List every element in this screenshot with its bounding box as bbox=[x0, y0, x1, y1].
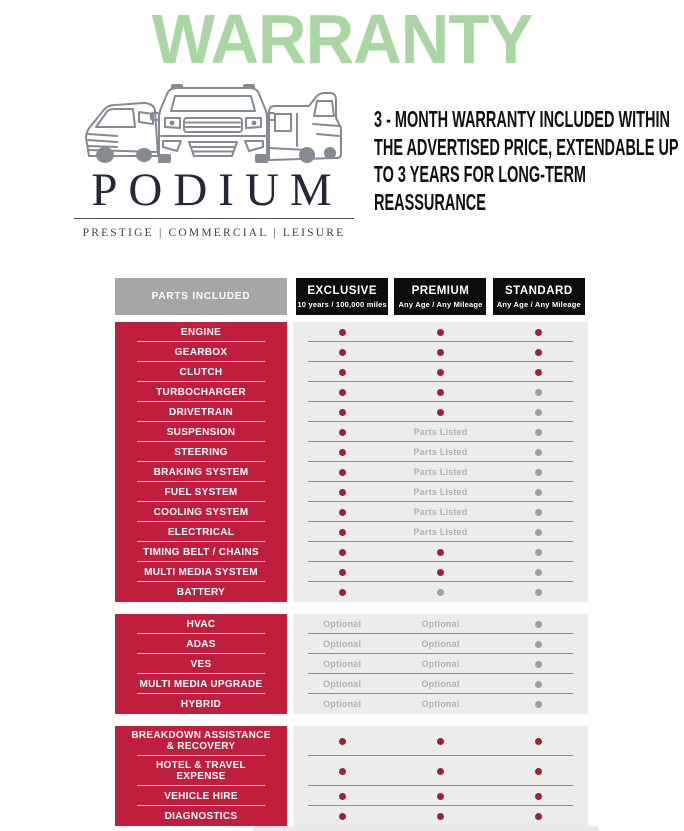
row-cells bbox=[293, 582, 588, 602]
part-label: GEARBOX bbox=[115, 342, 287, 362]
cell-text: Parts Listed bbox=[413, 507, 468, 517]
table-row bbox=[115, 756, 588, 786]
cell-text: Parts Listed bbox=[413, 447, 468, 457]
red-dot-icon bbox=[339, 349, 346, 356]
cell-text: Parts Listed bbox=[413, 467, 468, 477]
row-cells bbox=[293, 322, 588, 342]
table-row bbox=[115, 322, 588, 342]
part-label: VEHICLE HIRE bbox=[115, 786, 287, 806]
plan-cell bbox=[293, 806, 391, 826]
gray-dot-icon bbox=[535, 529, 542, 536]
row-cells bbox=[293, 726, 588, 756]
table-row bbox=[115, 462, 588, 482]
part-label: SUSPENSION bbox=[115, 422, 287, 442]
cell-text: Optional bbox=[421, 679, 460, 689]
plan-cell bbox=[490, 806, 588, 826]
plan-cell bbox=[490, 542, 588, 562]
plan-name: EXCLUSIVE bbox=[307, 284, 377, 297]
table-row bbox=[115, 614, 588, 634]
plan-cell bbox=[293, 342, 391, 362]
part-label: BREAKDOWN ASSISTANCE & RECOVERY bbox=[115, 726, 287, 756]
red-dot-icon bbox=[339, 738, 346, 745]
part-label: COOLING SYSTEM bbox=[115, 502, 287, 522]
cell-text: Optional bbox=[323, 679, 362, 689]
part-label: ADAS bbox=[115, 634, 287, 654]
part-label: DRIVETRAIN bbox=[115, 402, 287, 422]
plan-cell bbox=[391, 582, 489, 602]
table-row bbox=[115, 422, 588, 442]
plan-cell bbox=[293, 502, 391, 522]
red-dot-icon bbox=[339, 329, 346, 336]
red-dot-icon bbox=[535, 349, 542, 356]
red-dot-icon bbox=[339, 813, 346, 820]
cell-text: Optional bbox=[421, 699, 460, 709]
table-row bbox=[115, 806, 588, 826]
row-cells bbox=[293, 654, 588, 674]
part-label: TURBOCHARGER bbox=[115, 382, 287, 402]
gray-dot-icon bbox=[535, 389, 542, 396]
plan-cell bbox=[391, 422, 489, 442]
cell-text: Optional bbox=[323, 639, 362, 649]
table-row bbox=[115, 342, 588, 362]
red-dot-icon bbox=[535, 768, 542, 775]
red-dot-icon bbox=[339, 489, 346, 496]
part-label: CLUTCH bbox=[115, 362, 287, 382]
plan-cell bbox=[490, 582, 588, 602]
plan-cell bbox=[391, 362, 489, 382]
plan-cell bbox=[490, 654, 588, 674]
next-section-edge bbox=[253, 826, 599, 831]
table-row bbox=[115, 542, 588, 562]
part-label: HVAC bbox=[115, 614, 287, 634]
plan-cell bbox=[293, 362, 391, 382]
plan-cell bbox=[293, 726, 391, 756]
row-cells bbox=[293, 634, 588, 654]
part-label: TIMING BELT / CHAINS bbox=[115, 542, 287, 562]
red-dot-icon bbox=[437, 409, 444, 416]
plan-cell bbox=[391, 322, 489, 342]
plan-cell bbox=[490, 462, 588, 482]
gray-dot-icon bbox=[535, 509, 542, 516]
row-cells bbox=[293, 694, 588, 714]
red-dot-icon bbox=[339, 369, 346, 376]
row-cells bbox=[293, 786, 588, 806]
plan-cell bbox=[490, 382, 588, 402]
red-dot-icon bbox=[535, 738, 542, 745]
row-cells bbox=[293, 502, 588, 522]
part-label: DIAGNOSTICS bbox=[115, 806, 287, 826]
intro-text: 3 - MONTH WARRANTY INCLUDED WITHIN THE ADVERTISED PRICE, EXTENDABLE UP TO 3 YEARS FOR LONG-TERM REASSURANCE bbox=[374, 106, 679, 215]
row-cells bbox=[293, 362, 588, 382]
plan-cell bbox=[490, 422, 588, 442]
part-label: FUEL SYSTEM bbox=[115, 482, 287, 502]
part-label: VES bbox=[115, 654, 287, 674]
plan-cell bbox=[391, 786, 489, 806]
row-cells bbox=[293, 614, 588, 634]
plan-cell bbox=[293, 422, 391, 442]
red-dot-icon bbox=[437, 569, 444, 576]
plan-cell bbox=[490, 614, 588, 634]
plan-cell bbox=[391, 442, 489, 462]
red-dot-icon bbox=[535, 369, 542, 376]
row-cells bbox=[293, 442, 588, 462]
plan-cell bbox=[293, 582, 391, 602]
red-dot-icon bbox=[339, 529, 346, 536]
plan-cell bbox=[490, 482, 588, 502]
table-header-row bbox=[115, 278, 588, 315]
motorhome-icon bbox=[269, 93, 341, 163]
cell-text: Optional bbox=[323, 699, 362, 709]
plan-name: STANDARD bbox=[504, 284, 573, 297]
plan-headers bbox=[293, 278, 588, 315]
part-label: BATTERY bbox=[115, 582, 287, 602]
parts-included-header: PARTS INCLUDED bbox=[115, 278, 287, 315]
table-row bbox=[115, 726, 588, 756]
suv-icon bbox=[151, 84, 275, 163]
red-dot-icon bbox=[339, 569, 346, 576]
plan-cell bbox=[293, 462, 391, 482]
gray-dot-icon bbox=[535, 661, 542, 668]
plan-cell bbox=[490, 674, 588, 694]
cell-text: Optional bbox=[421, 619, 460, 629]
table-row bbox=[115, 382, 588, 402]
red-dot-icon bbox=[437, 768, 444, 775]
part-label: MULTI MEDIA UPGRADE bbox=[115, 674, 287, 694]
plan-header-standard bbox=[493, 278, 585, 315]
table-group bbox=[115, 726, 588, 826]
gray-dot-icon bbox=[535, 489, 542, 496]
plan-cell bbox=[293, 614, 391, 634]
red-dot-icon bbox=[339, 389, 346, 396]
cell-text: Parts Listed bbox=[413, 487, 468, 497]
row-cells bbox=[293, 402, 588, 422]
plan-subtitle: 10 years / 100,000 miles bbox=[297, 299, 387, 309]
plan-cell bbox=[490, 726, 588, 756]
part-label: ENGINE bbox=[115, 322, 287, 342]
row-cells bbox=[293, 542, 588, 562]
table-row bbox=[115, 562, 588, 582]
plan-cell bbox=[391, 562, 489, 582]
gray-dot-icon bbox=[535, 569, 542, 576]
row-cells bbox=[293, 756, 588, 786]
red-dot-icon bbox=[339, 509, 346, 516]
gray-dot-icon bbox=[535, 429, 542, 436]
gray-dot-icon bbox=[535, 549, 542, 556]
red-dot-icon bbox=[339, 589, 346, 596]
plan-header-exclusive bbox=[296, 278, 388, 315]
cell-text: Parts Listed bbox=[413, 527, 468, 537]
table-row bbox=[115, 786, 588, 806]
red-dot-icon bbox=[437, 349, 444, 356]
plan-cell bbox=[490, 442, 588, 462]
plan-cell bbox=[490, 342, 588, 362]
plan-cell bbox=[293, 786, 391, 806]
gray-dot-icon bbox=[535, 701, 542, 708]
gray-dot-icon bbox=[535, 681, 542, 688]
plan-cell bbox=[293, 674, 391, 694]
red-dot-icon bbox=[339, 549, 346, 556]
plan-cell bbox=[391, 654, 489, 674]
plan-cell bbox=[391, 726, 489, 756]
plan-cell bbox=[391, 634, 489, 654]
red-dot-icon bbox=[339, 409, 346, 416]
row-cells bbox=[293, 462, 588, 482]
intro-block bbox=[374, 106, 684, 226]
plan-cell bbox=[490, 634, 588, 654]
plan-cell bbox=[293, 756, 391, 786]
table-row bbox=[115, 522, 588, 542]
plan-cell bbox=[490, 694, 588, 714]
red-dot-icon bbox=[437, 793, 444, 800]
brand-divider bbox=[74, 218, 354, 219]
plan-cell bbox=[391, 502, 489, 522]
plan-cell bbox=[391, 522, 489, 542]
row-cells bbox=[293, 482, 588, 502]
cell-text: Optional bbox=[421, 659, 460, 669]
red-dot-icon bbox=[535, 813, 542, 820]
gray-dot-icon bbox=[535, 469, 542, 476]
plan-cell bbox=[490, 522, 588, 542]
brand-name: PODIUM bbox=[91, 164, 343, 216]
red-dot-icon bbox=[339, 768, 346, 775]
table-row bbox=[115, 674, 588, 694]
plan-cell bbox=[293, 694, 391, 714]
row-cells bbox=[293, 422, 588, 442]
gray-dot-icon bbox=[437, 589, 444, 596]
plan-cell bbox=[391, 402, 489, 422]
gray-dot-icon bbox=[535, 641, 542, 648]
table-row bbox=[115, 582, 588, 602]
plan-cell bbox=[490, 562, 588, 582]
vehicles-graphic bbox=[81, 84, 347, 166]
row-cells bbox=[293, 522, 588, 542]
plan-cell bbox=[490, 786, 588, 806]
plan-cell bbox=[490, 402, 588, 422]
red-dot-icon bbox=[437, 738, 444, 745]
plan-cell bbox=[293, 522, 391, 542]
plan-name: PREMIUM bbox=[411, 284, 470, 297]
brand-logo bbox=[58, 84, 370, 239]
gray-dot-icon bbox=[535, 589, 542, 596]
plan-subtitle: Any Age / Any Mileage bbox=[496, 299, 581, 309]
table-row bbox=[115, 634, 588, 654]
red-dot-icon bbox=[437, 389, 444, 396]
table-row bbox=[115, 482, 588, 502]
red-dot-icon bbox=[339, 449, 346, 456]
page-title: WARRANTY bbox=[151, 0, 533, 78]
cell-text: Optional bbox=[421, 639, 460, 649]
red-dot-icon bbox=[437, 329, 444, 336]
plan-header-premium bbox=[394, 278, 486, 315]
red-dot-icon bbox=[339, 469, 346, 476]
plan-cell bbox=[293, 562, 391, 582]
part-label: STEERING bbox=[115, 442, 287, 462]
row-cells bbox=[293, 382, 588, 402]
plan-cell bbox=[391, 462, 489, 482]
cell-text: Optional bbox=[323, 619, 362, 629]
plan-cell bbox=[391, 806, 489, 826]
table-row bbox=[115, 362, 588, 382]
part-label: HYBRID bbox=[115, 694, 287, 714]
plan-cell bbox=[293, 382, 391, 402]
red-dot-icon bbox=[339, 793, 346, 800]
table-row bbox=[115, 694, 588, 714]
part-label: ELECTRICAL bbox=[115, 522, 287, 542]
plan-cell bbox=[391, 614, 489, 634]
gray-dot-icon bbox=[535, 621, 542, 628]
brand-tagline: PRESTIGE | COMMERCIAL | LEISURE bbox=[82, 227, 346, 239]
plan-cell bbox=[391, 756, 489, 786]
plan-subtitle: Any Age / Any Mileage bbox=[398, 299, 483, 309]
plan-cell bbox=[490, 362, 588, 382]
cell-text: Optional bbox=[323, 659, 362, 669]
part-label: BRAKING SYSTEM bbox=[115, 462, 287, 482]
plan-cell bbox=[391, 694, 489, 714]
red-dot-icon bbox=[535, 793, 542, 800]
table-row bbox=[115, 654, 588, 674]
plan-cell bbox=[391, 382, 489, 402]
plan-cell bbox=[293, 442, 391, 462]
row-cells bbox=[293, 674, 588, 694]
table-group bbox=[115, 614, 588, 714]
plan-cell bbox=[293, 542, 391, 562]
red-dot-icon bbox=[437, 813, 444, 820]
plan-cell bbox=[293, 482, 391, 502]
plan-cell bbox=[391, 542, 489, 562]
plan-cell bbox=[293, 402, 391, 422]
plan-cell bbox=[490, 322, 588, 342]
red-dot-icon bbox=[535, 329, 542, 336]
table-row bbox=[115, 502, 588, 522]
red-dot-icon bbox=[437, 549, 444, 556]
plan-cell bbox=[293, 322, 391, 342]
warranty-table bbox=[115, 278, 588, 831]
row-cells bbox=[293, 342, 588, 362]
plan-cell bbox=[293, 654, 391, 674]
van-icon bbox=[86, 103, 158, 163]
table-group bbox=[115, 322, 588, 602]
plan-cell bbox=[490, 502, 588, 522]
gray-dot-icon bbox=[535, 449, 542, 456]
row-cells bbox=[293, 806, 588, 826]
table-row bbox=[115, 402, 588, 422]
table-row bbox=[115, 442, 588, 462]
red-dot-icon bbox=[339, 429, 346, 436]
cell-text: Parts Listed bbox=[413, 427, 468, 437]
gray-dot-icon bbox=[535, 409, 542, 416]
red-dot-icon bbox=[437, 369, 444, 376]
plan-cell bbox=[293, 634, 391, 654]
plan-cell bbox=[391, 674, 489, 694]
plan-cell bbox=[391, 482, 489, 502]
table-body bbox=[115, 322, 588, 826]
part-label: HOTEL & TRAVEL EXPENSE bbox=[115, 756, 287, 786]
plan-cell bbox=[490, 756, 588, 786]
part-label: MULTI MEDIA SYSTEM bbox=[115, 562, 287, 582]
row-cells bbox=[293, 562, 588, 582]
plan-cell bbox=[391, 342, 489, 362]
